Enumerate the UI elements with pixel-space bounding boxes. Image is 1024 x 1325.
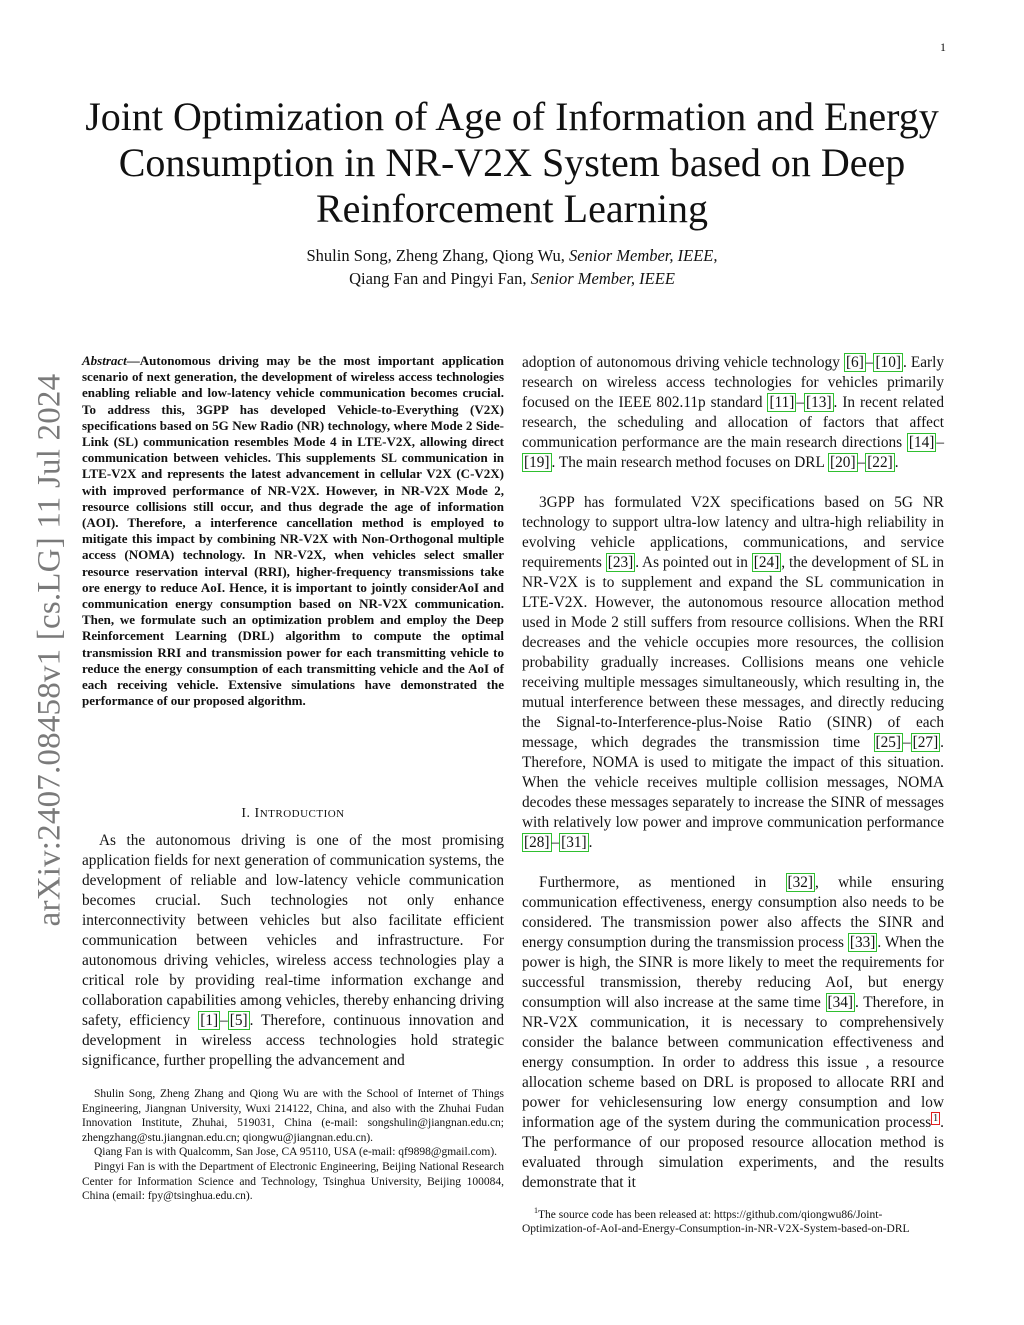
abstract	[82, 353, 504, 709]
section-first-letter: I	[254, 806, 260, 821]
affiliation-2: Qiang Fan is with Qualcomm, San Jose, CA 95110, USA (e-mail: qf9898@gmail.com).	[94, 1146, 498, 1159]
section-heading-introduction	[82, 806, 504, 822]
author-line-2	[60, 267, 964, 290]
arxiv-identifier: arXiv:2407.08458v1 [cs.LG] 11 Jul 2024	[31, 373, 68, 927]
author-list	[60, 244, 964, 290]
body-text: Furthermore, as mentioned in	[539, 874, 786, 891]
body-text: 3GPP has formulated V2X specifications based on 5G NR technology to support ultra-low latency and ultra-high reliability in evolving vehicle applications, communications, and service requirements	[522, 494, 944, 571]
body-text: . Therefore, NOMA is used to mitigate the impact of this situation. When the vehicle receives multiple collision messages, NOMA decodes these messages separately to increase the SINR of messages with relatively low power and improve communication performance	[522, 734, 944, 831]
author-membership-2: Senior Member, IEEE	[530, 269, 675, 288]
paper-title: Joint Optimization of Age of Information and Energy Consumption in NR-V2X System based on Deep Reinforcement Learning	[85, 94, 939, 231]
affiliation-3: Pingyi Fan is with the Department of Electronic Engineering, Beijing National Research Center for Information Science and Technology, Tsinghua University, Beijing 100084, China (email: fpy@tsinghua.edu.cn).	[82, 1160, 504, 1203]
section-title-rest: NTRODUCTION	[259, 808, 345, 820]
intro-paragraph	[82, 831, 504, 1071]
citation-link[interactable]: [19]	[524, 454, 550, 471]
section-numeral: I.	[241, 806, 255, 821]
right-paragraph-1: adoption of autonomous driving vehicle technology [6] – [10] . Early research on wireless access technologies for vehicles primarily focused on the IEEE 802.11p standard [11] – [13] . In recent related research, the scheduling and allocation of factors that affect communication performance are the main research directions [14] –[19] . The main research method focuses on DRL [20] – [22] .	[522, 354, 944, 471]
body-text: . In recent related research, the scheduling and allocation of factors that affect communication performance are the main research directions	[522, 394, 944, 451]
right-paragraph-3	[522, 873, 944, 1193]
footnote-mark: 1	[534, 1206, 538, 1215]
citation-link[interactable]: [24]	[753, 554, 780, 571]
abstract-text: —Autonomous driving may be the most important application scenario of next generation, the development of wireless access technologies enabling reliable and low-latency vehicle communication becomes crucial. To address this, 3GPP has developed Vehicle-to-Everything (V2X) specifications based on 5G New Radio (NR) technology, where Mode 2 Side-Link (SL) communication resembles Mode 4 in LTE-V2X, allowing direct communication between vehicles. This supplements SL communication in LTE-V2X and represents the latest advancement in cellular V2X (C-V2X) with improved performance of NR-V2X. However, in NR-V2X Mode 2, resource collisions still occur, and thus degrade the age of information (AOI). Therefore, a interference cancellation method is employed to mitigate this impact by combining NR-V2X with Non-Orthogonal multiple access (NOMA) technology. In NR-V2X, when vehicles select smaller resource reservation interval (RRI), higher-frequency transmissions take ore energy to reduce AoI. Hence, it is important to jointly considerAoI and communication energy consumption based on NR-V2X communication. Then, we formulate such an optimization problem and employ the Deep Reinforcement Learning (DRL) algorithm to compute the optimal transmission RRI and transmission power for each transmitting vehicle to reduce the energy consumption of each transmitting vehicle and the AoI of each receiving vehicle. Extensive simulations have demonstrated the performance of our proposed algorithm.	[82, 353, 504, 709]
body-text: , the development of SL in NR-V2X is to supplement and expand the SL communication in LTE-V2X. However, the autonomous resource allocation method used in Mode 2 still suffers from resource collisions. When the RRI decreases and the vehicle occupies more resources, the collision probability gradually increases. Collisions means one vehicle receiving multiple messages simultaneously, which resulting in, the mutual interference between these messages, and directly reducing the Signal-to-Interference-plus-Noise Ratio (SINR) of each message, which degrades the transmission time	[522, 554, 944, 751]
citation-link[interactable]: [28]	[524, 834, 550, 851]
citation-link[interactable]: [20]	[830, 454, 856, 471]
affiliation-1: Shulin Song, Zheng Zhang and Qiong Wu are with the School of Internet of Things Engineering, Jiangnan University, Wuxi 214122, China, and also with the Zhuhai Fudan Innovation Institute, Zhuhai, 519031, China (e-mail: songshulin@jiangnan.edu.cn; zhengzhang@stu.jiangnan.edu.cn; qiongwu@jiangnan.edu.cn).	[82, 1088, 504, 1144]
abstract-label: Abstract	[82, 353, 127, 368]
body-text: . Therefore, in NR-V2X communication, it is necessary to comprehensively consider the balance between communication effectiveness and energy consumption. In order to address this issue , a resource allocation scheme based on DRL is proposed to allocate RRI and power for vehiclesensuring low energy consumption and low information age of the system during the communication process	[522, 994, 944, 1131]
author-membership-1: Senior Member, IEEE,	[569, 246, 718, 265]
intro-text: . Therefore, continuous innovation and development in wireless access technologies hold strategic significance, further propelling the advancement and	[82, 1012, 504, 1069]
citation-link[interactable]: [27]	[912, 734, 939, 751]
body-text: adoption of autonomous driving vehicle technology	[522, 354, 844, 371]
citation-link[interactable]: [33]	[849, 934, 876, 951]
citation-link[interactable]: [31]	[561, 834, 587, 851]
author-line-1	[60, 244, 964, 267]
right-paragraph-2: 3GPP has formulated V2X specifications based on 5G NR technology to support ultra-low latency and ultra-high reliability in evolving vehicle applications, communications, and service requirements [23] . As pointed out in [24] , the development of SL in NR-V2X is to supplement and expand the SL communication in LTE-V2X. However, the autonomous resource allocation method used in Mode 2 still suffers from resource collisions. When the RRI decreases and the vehicle occupies more resources, the collision probability gradually increases. Collisions means one vehicle receiving multiple messages simultaneously, which resulting in, the mutual interference between these messages, and directly reducing the Signal-to-Interference-plus-Noise Ratio (SINR) of each message, which degrades the transmission time [25] – [27] . Therefore, NOMA is used to mitigate the impact of this situation. When the vehicle receives multiple collision messages, NOMA decodes these messages separately to increase the SINR of messages with relatively low power and improve communication performance [28] – [31] .	[522, 494, 944, 851]
footnote-body: The source code has been released at: https://github.com/qiongwu86/Joint-Optimization-of-AoI-and-Energy-Consumption-in-NR-V2X-System-based-on-DRL	[522, 1208, 910, 1236]
citation-link[interactable]: [10]	[875, 354, 901, 371]
page-number: 1	[940, 40, 946, 54]
body-text: . Early research on wireless access technologies for vehicles primarily focused on the IEEE 802.11p standard	[522, 354, 944, 411]
intro-text: As the autonomous driving is one of the most promising application fields for next generation of communication systems, the development of reliable and low-latency vehicle communication becomes crucial. Such technologies not only enhance interconnectivity between vehicles but also facilitate efficient communication between vehicles and infrastructure. For autonomous driving vehicles, wireless access technologies play a critical role by providing real-time information exchange and collaboration capabilities among vehicles, thereby enhancing driving safety, efficiency	[82, 832, 504, 1029]
citation-link[interactable]: [32]	[787, 874, 814, 891]
citation-link[interactable]: [22]	[867, 454, 893, 471]
footnote-text	[522, 1204, 944, 1237]
footnote-reference-link[interactable]: 1	[933, 1112, 939, 1124]
body-text: , while ensuring communication effectiveness, energy consumption also needs to be considered. The transmission power also affects the SINR and energy consumption during the transmission process	[522, 874, 945, 951]
citation-link[interactable]: [25]	[875, 734, 902, 751]
citation-link[interactable]: [5]	[229, 1012, 248, 1029]
body-text: .	[894, 454, 899, 471]
body-text: .	[588, 834, 593, 851]
citation-link[interactable]: [23]	[607, 554, 634, 571]
citation-link[interactable]: [1]	[200, 1012, 219, 1029]
citation-link[interactable]: [14]	[908, 434, 935, 451]
citation-dash: –	[220, 1012, 228, 1029]
citation-link[interactable]: [34]	[827, 994, 854, 1011]
body-text: . When the power is high, the SINR is more likely to meet the requirements for successful transmission, thereby reducing AoI, but energy consumption will also increase at the same time	[522, 934, 944, 1011]
author-affiliations	[82, 1087, 504, 1204]
author-names-1: Shulin Song, Zheng Zhang, Qiong Wu,	[306, 246, 565, 265]
body-text: . As pointed out in	[635, 554, 752, 571]
body-text: . The main research method focuses on DRL	[551, 454, 829, 471]
body-text: . The performance of our proposed resource allocation method is evaluated through simulation experiments, and the results demonstrate that it	[522, 1114, 944, 1191]
citation-link[interactable]: [11]	[769, 394, 795, 411]
citation-link[interactable]: [13]	[806, 394, 832, 411]
author-names-2: Qiang Fan and Pingyi Fan,	[349, 269, 527, 288]
source-code-footnote	[522, 1204, 944, 1237]
citation-link[interactable]: [6]	[845, 354, 864, 371]
